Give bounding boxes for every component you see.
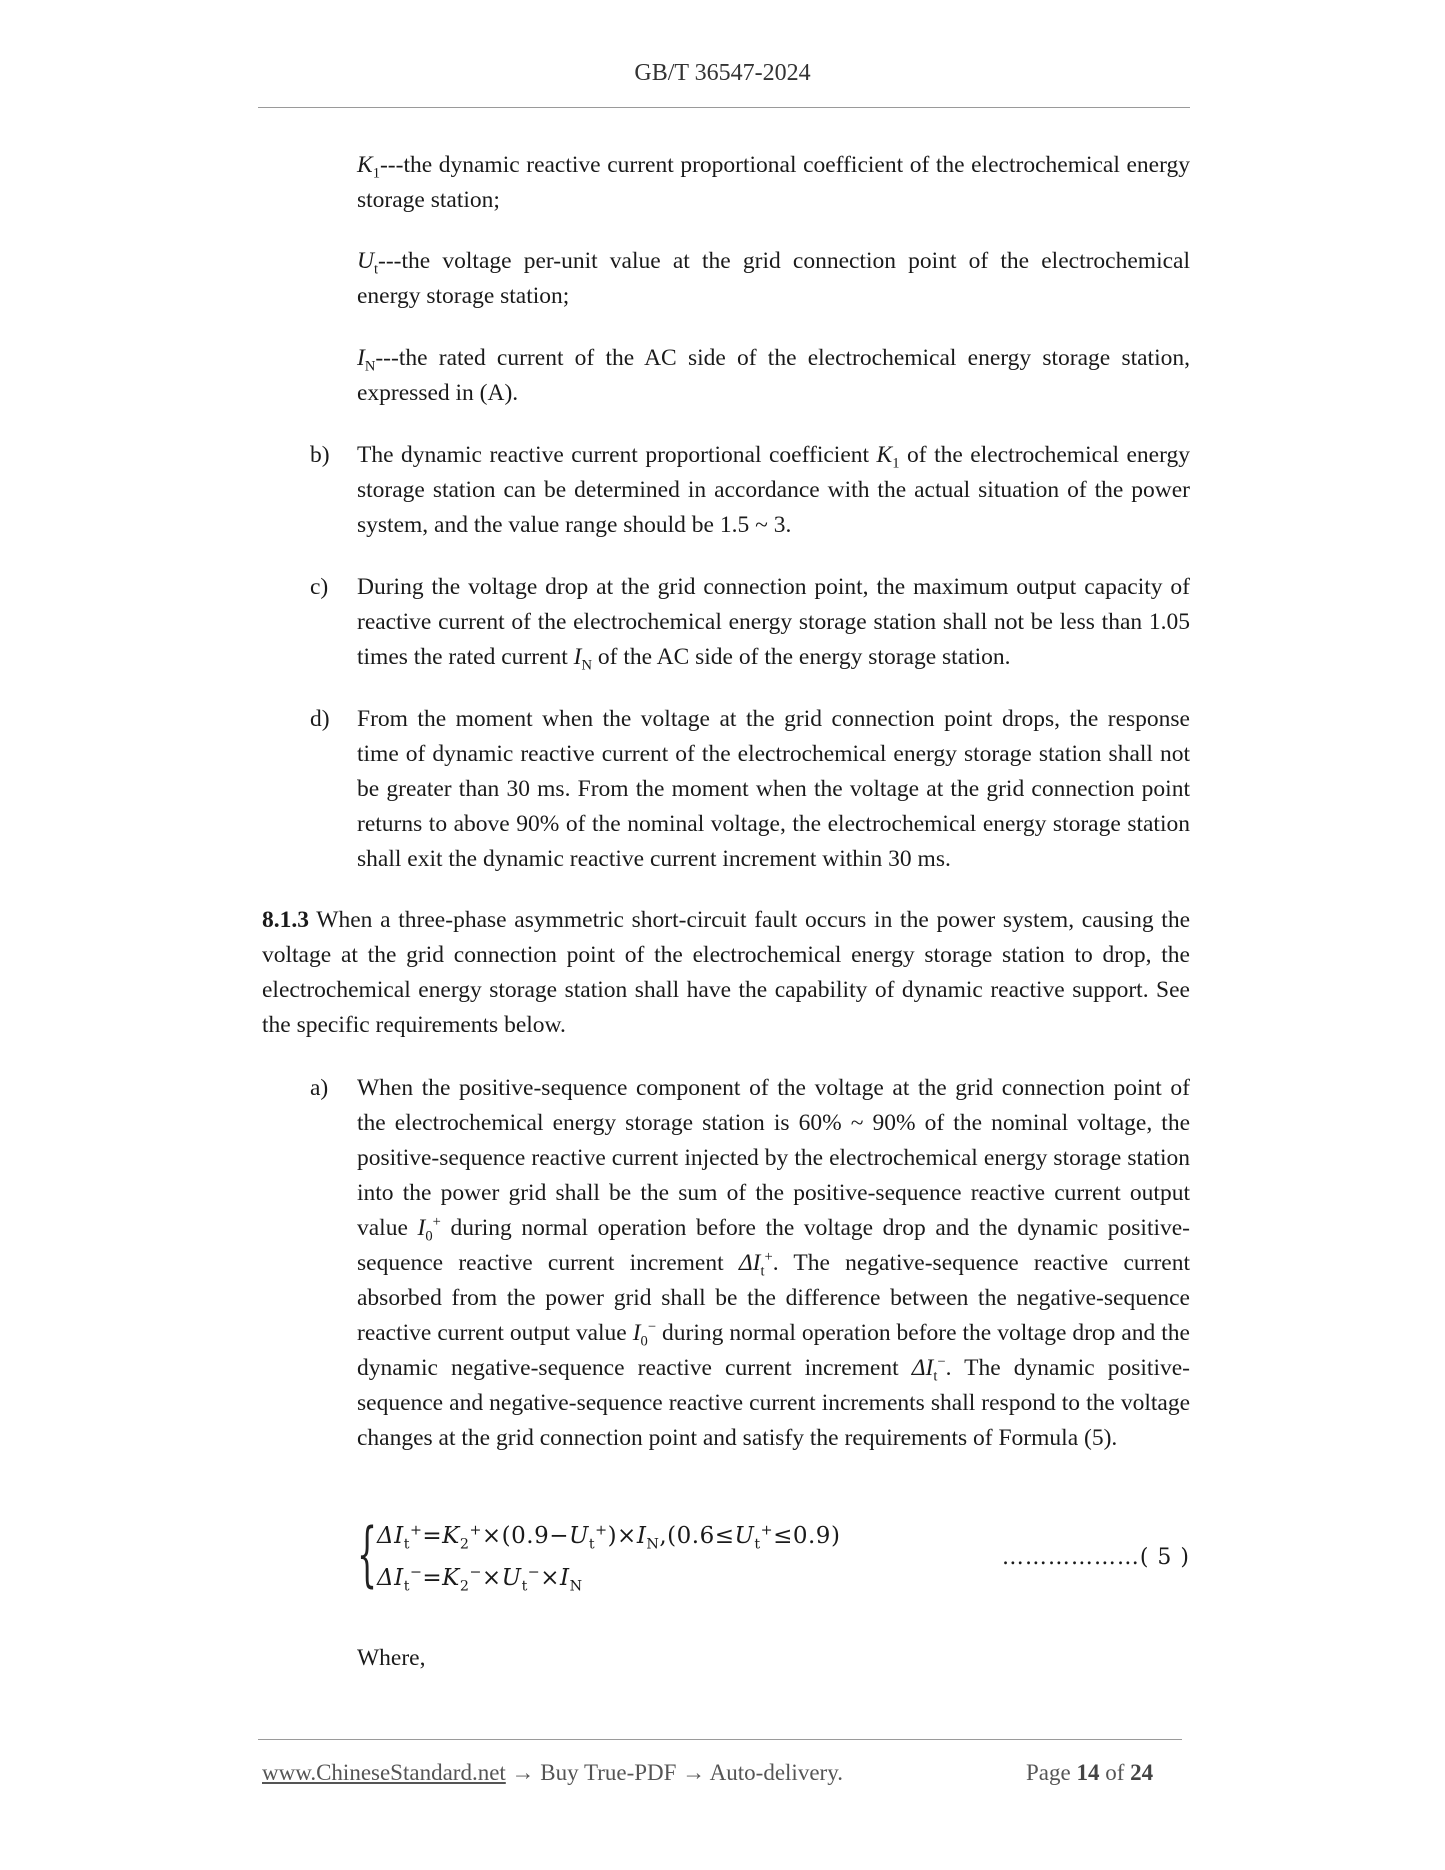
item-d-label: d) [310,706,330,732]
symbol-subscript: 0 [640,1333,648,1350]
symbol-superscript: − [937,1354,946,1371]
item-b-part1: The dynamic reactive current proportional coefficient [357,442,877,468]
item-b-symbol: K [876,442,893,468]
item-a-text-2: during normal operation before the voltage drop and the dynamic positive-sequence reactive current increment [357,1215,1191,1276]
buy-pdf-text: Buy True-PDF [540,1760,677,1785]
definition-symbol: I [357,345,365,371]
item-b-label: b) [310,442,330,468]
delivery-text: Auto-delivery. [709,1760,843,1785]
clause-8-1-3 [262,903,1190,1043]
symbol-superscript: + [764,1249,773,1266]
definition-text: ---the voltage per-unit value at the grid connection point of the electrochemical energy storage station; [357,248,1190,309]
symbol-delta-it-plus: ΔI [738,1250,761,1276]
website-link[interactable]: www.ChineseStandard.net [262,1760,506,1785]
symbol-i0-plus: I [417,1215,426,1241]
item-d-text: From the moment when the voltage at the grid connection point drops, the response time of dynamic reactive current of the electrochemical energy storage station shall not be greater than 30 ms. From the moment when the voltage at the grid connection point returns to above 90% of the nominal voltage, the electrochemical energy storage station shall exit the dynamic reactive current increment within 30 ms. [357,706,1190,872]
where-label: Where, [357,1645,426,1671]
symbol-subscript: t [933,1368,938,1385]
formula-5 [357,1515,1190,1605]
item-a-text [357,1071,1190,1456]
symbol-i0-minus: I [632,1320,641,1346]
formula-number: ………………( 5 ) [1001,1545,1190,1570]
definition-symbol: U [357,248,374,274]
page-prefix: Page [1026,1760,1077,1785]
arrow-icon: → [676,1760,710,1785]
item-b-text [357,438,1190,543]
item-c-part2: of the AC side of the energy storage station. [592,644,1011,670]
item-c-subscript: N [581,657,592,674]
formula-line-2: $\Delta I_t^-=K_2^-\times U_t^-\times I_N$ [377,1564,583,1595]
document-header-title: GB/T 36547-2024 [634,60,811,86]
definition-in [357,341,1190,411]
symbol-subscript: t [760,1263,765,1280]
item-a-text-3: . The negative-sequence reactive current absorbed from the power grid shall be the difference between the negative-sequence reactive current output value [357,1250,1190,1346]
page-total: 24 [1130,1760,1154,1785]
footer-left [262,1760,843,1786]
page-of: of [1099,1760,1131,1785]
item-b-part2: of the electrochemical energy storage station can be determined in accordance with the actual situation of the power system, and the value range should be 1.5 ~ 3. [357,442,1191,538]
item-c-part1: During the voltage drop at the grid connection point, the maximum output capacity of reactive current of the electrochemical energy storage station shall not be less than 1.05 times the rated current [357,574,1190,670]
page-indicator [1026,1760,1153,1786]
definition-k1 [357,148,1190,218]
symbol-delta-it-minus: ΔI [911,1355,934,1381]
arrow-icon: → [505,1760,541,1785]
item-c-symbol: I [573,644,582,670]
definition-ut [357,244,1190,314]
footer-divider [258,1739,1182,1740]
definition-subscript: 1 [372,165,380,182]
page-current: 14 [1076,1760,1100,1785]
definition-symbol: K [357,152,373,178]
definition-subscript: N [364,358,376,375]
clause-number: 8.1.3 [262,907,309,933]
item-a-text-1: When the positive-sequence component of the voltage at the grid connection point of the electrochemical energy storage station is 60% ~ 90% of the nominal voltage, the positive-sequence reactive current injected by the electrochemical energy storage station into the power grid shall be the sum of the positive-sequence reactive current output value [357,1075,1190,1241]
item-a-text-5: . The dynamic positive-sequence and negative-sequence reactive current increments shall respond to the voltage changes at the grid connection point and satisfy the requirements of Formula (5). [357,1355,1190,1451]
item-c-text [357,570,1190,675]
header-divider [258,107,1190,108]
item-a-label: a) [310,1075,329,1101]
item-c-label: c) [310,574,329,600]
formula-line-1: $\Delta I_t^+=K_2^+\times(0.9-U_t^+)\times I_N,(0.6\le U_t^+\le 0.9)$ [377,1522,841,1553]
formula-brace: { [357,1513,378,1595]
definition-subscript: t [373,261,379,278]
symbol-subscript: 0 [425,1228,433,1245]
clause-text: When a three-phase asymmetric short-circuit fault occurs in the power system, causing the voltage at the grid connection point of the electrochemical energy storage station to drop, the electrochemical energy storage station shall have the capability of dynamic reactive support. See the specific requirements below. [262,907,1190,1038]
item-b-subscript: 1 [892,455,900,472]
item-a-text-4: during normal operation before the voltage drop and the dynamic negative-sequence reactive current increment [357,1320,1190,1381]
symbol-superscript: + [432,1214,441,1231]
symbol-superscript: − [647,1319,657,1336]
definition-text: ---the rated current of the AC side of the electrochemical energy storage station, expressed in (A). [357,345,1190,406]
definition-text: ---the dynamic reactive current proportional coefficient of the electrochemical energy storage station; [357,152,1190,213]
